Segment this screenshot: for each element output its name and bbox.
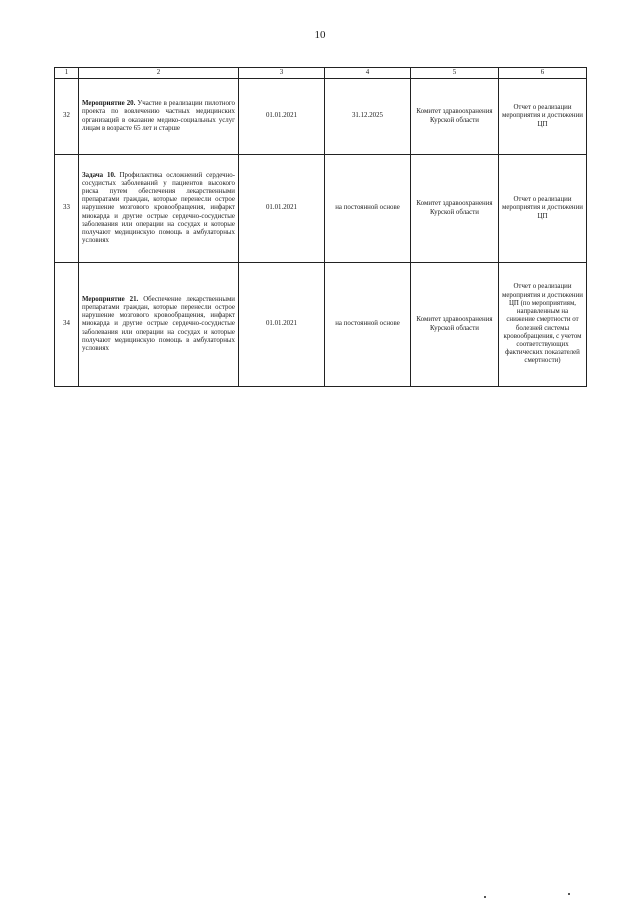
page-number: 10	[314, 29, 326, 41]
table-row	[55, 263, 587, 387]
column-header: 4	[325, 68, 411, 79]
table-header-row	[55, 68, 587, 79]
description-lead: Задача 10.	[82, 171, 116, 179]
start-date: 01.01.2021	[239, 155, 325, 263]
end-date: 31.12.2025	[325, 79, 411, 155]
end-date: на постоянной основе	[325, 263, 411, 387]
table-row	[55, 79, 587, 155]
expected-result: Отчет о реализации мероприятия и достижении ЦП	[499, 79, 587, 155]
plan-table	[54, 67, 587, 387]
row-description	[79, 263, 239, 387]
column-header: 5	[411, 68, 499, 79]
column-header: 1	[55, 68, 79, 79]
row-number: 34	[55, 263, 79, 387]
column-header: 3	[239, 68, 325, 79]
description-text: Профилактика осложнений сердечно-сосудистых заболеваний у пациентов высокого риска путем обеспечения лекарственными препаратами граждан, которые перенесли острое нарушение мозгового кровообращения, инфаркт миокарда и другие острые сердечно-сосудистые заболевания или операции на сосудах и которые получают медицинскую помощь в амбулаторных условиях	[82, 171, 235, 245]
scan-speck	[484, 896, 486, 898]
description-text: Обеспечение лекарственными препаратами граждан, которые перенесли острое нарушение мозгового кровообращения, инфаркт миокарда и другие острые сердечно-сосудистые заболевания или операции на сосудах и которые получают медицинскую помощь в амбулаторных условиях	[82, 295, 235, 352]
row-number: 32	[55, 79, 79, 155]
end-date: на постоянной основе	[325, 155, 411, 263]
executor: Комитет здравоохранения Курской области	[411, 79, 499, 155]
description-lead: Мероприятие 20.	[82, 100, 136, 108]
description-text: Участие в реализации пилотного проекта по вовлечению частных медицинских организаций в оказание медико-социальных услуг лицам в возрасте 65 лет и старше	[82, 100, 236, 132]
table-row	[55, 155, 587, 263]
start-date: 01.01.2021	[239, 263, 325, 387]
column-header: 6	[499, 68, 587, 79]
expected-result: Отчет о реализации мероприятия и достижении ЦП (по мероприятиям, направленным на снижение смертности от болезней системы кровообращения, с учетом соответствующих фактических показателей смертности)	[499, 263, 587, 387]
description-lead: Мероприятие 21.	[82, 295, 139, 303]
executor: Комитет здравоохранения Курской области	[411, 263, 499, 387]
expected-result: Отчет о реализации мероприятия и достижении ЦП	[499, 155, 587, 263]
row-description	[79, 155, 239, 263]
scan-speck	[568, 893, 570, 895]
column-header: 2	[79, 68, 239, 79]
executor: Комитет здравоохранения Курской области	[411, 155, 499, 263]
start-date: 01.01.2021	[239, 79, 325, 155]
row-description	[79, 79, 239, 155]
row-number: 33	[55, 155, 79, 263]
